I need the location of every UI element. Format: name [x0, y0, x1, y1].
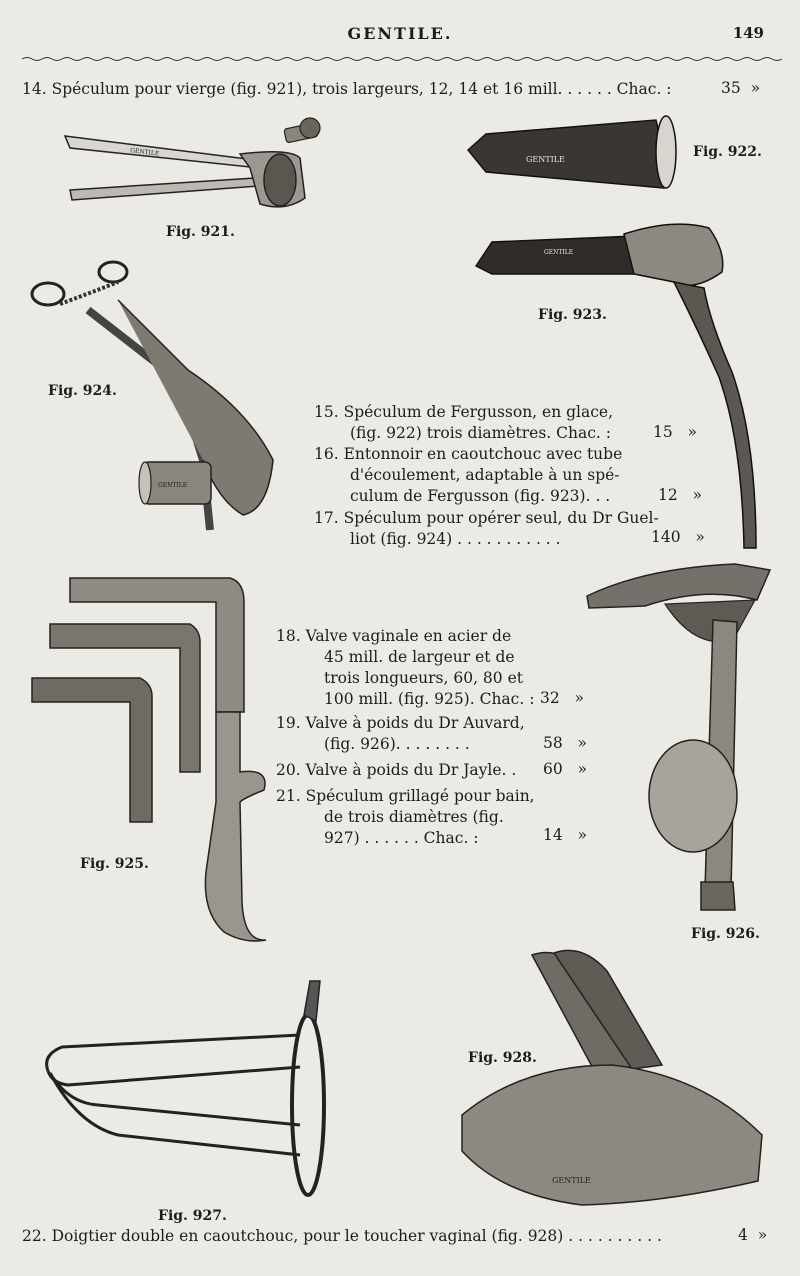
- item-description-line: Spéculum pour opérer seul, du Dr Guel-: [343, 509, 659, 527]
- item-number: 14.: [22, 80, 47, 98]
- price-mark: »: [757, 1226, 768, 1244]
- item-number: 21.: [276, 787, 301, 805]
- item-21-price: [543, 826, 587, 844]
- price-mark: »: [695, 528, 705, 546]
- page-number: 149: [732, 24, 764, 42]
- item-description-line: culum de Fergusson (fig. 923). . .: [350, 487, 611, 505]
- price-value: 58: [543, 734, 563, 752]
- item-description: Spéculum pour vierge (fig. 921), trois largeurs, 12, 14 et 16 mill. . . . . . Chac. :: [51, 80, 672, 98]
- price-mark: »: [687, 423, 697, 441]
- fig-927-caption: Fig. 927.: [158, 1208, 227, 1224]
- engraved-brand-mark: GENTILE: [526, 155, 565, 164]
- item-number: 17.: [314, 509, 339, 527]
- item-18-price: [540, 689, 584, 707]
- fig-923-funnel-tube-illustration: [474, 212, 764, 552]
- item-description-line: (fig. 926). . . . . . . .: [324, 735, 470, 753]
- item-description-line: Entonnoir en caoutchouc avec tube: [343, 445, 623, 463]
- engraved-brand-mark: GENTILE: [129, 147, 160, 158]
- page-header-title: GENTILE.: [347, 24, 453, 43]
- item-number: 15.: [314, 403, 339, 421]
- item-14-price: [721, 79, 760, 97]
- price-value: 12: [658, 486, 678, 504]
- item-description-line: (fig. 922) trois diamètres. Chac. :: [350, 424, 611, 442]
- price-value: 60: [543, 760, 563, 778]
- fig-927-bath-speculum-illustration: [38, 975, 328, 1203]
- price-mark: »: [577, 826, 587, 844]
- price-mark: »: [574, 689, 584, 707]
- fig-922-caption: Fig. 922.: [693, 144, 762, 160]
- price-mark: »: [750, 79, 761, 97]
- item-description-line: 45 mill. de largeur et de: [324, 648, 515, 666]
- fig-924-caption: Fig. 924.: [48, 383, 117, 399]
- price-value: 15: [653, 423, 673, 441]
- price-value: 140: [651, 528, 681, 546]
- item-description-line: 927) . . . . . . Chac. :: [324, 829, 479, 847]
- catalog-item-14: [22, 79, 672, 100]
- price-value: 35: [721, 79, 741, 97]
- item-description-line: Valve à poids du Dr Jayle. .: [305, 761, 517, 779]
- item-description-line: Valve vaginale en acier de: [305, 627, 512, 645]
- item-description-line: Spéculum grillagé pour bain,: [305, 787, 535, 805]
- fig-926-auvard-valve-illustration: [585, 560, 775, 920]
- fig-925-vaginal-valves-illustration: [30, 572, 280, 947]
- header-rule: [22, 56, 782, 62]
- item-description-line: de trois diamètres (fig.: [324, 808, 504, 826]
- price-value: 32: [540, 689, 560, 707]
- catalog-item-20: [276, 760, 516, 781]
- fig-926-caption: Fig. 926.: [691, 926, 760, 942]
- catalog-item-21: [276, 786, 535, 849]
- item-number: 16.: [314, 445, 339, 463]
- engraved-brand-mark: GENTILE: [544, 249, 574, 256]
- item-description: Doigtier double en caoutchouc, pour le toucher vaginal (fig. 928) . . . . . . . . . .: [51, 1227, 662, 1245]
- fig-928-caption: Fig. 928.: [468, 1050, 537, 1066]
- price-mark: »: [692, 486, 702, 504]
- fig-928-finger-cot-illustration: [462, 945, 772, 1215]
- item-20-price: [543, 760, 587, 778]
- price-mark: »: [577, 734, 587, 752]
- fig-923-caption: Fig. 923.: [538, 307, 607, 323]
- engraved-brand-mark: GENTILE: [552, 1176, 591, 1185]
- fig-924-guelliot-speculum-illustration: [28, 260, 283, 540]
- item-description-line: trois longueurs, 60, 80 et: [324, 669, 523, 687]
- catalog-item-19: [276, 713, 525, 755]
- item-description-line: Valve à poids du Dr Auvard,: [305, 714, 525, 732]
- item-number: 20.: [276, 761, 301, 779]
- price-value: 4: [738, 1226, 748, 1244]
- item-number: 18.: [276, 627, 301, 645]
- fig-921-speculum-illustration: [60, 108, 330, 218]
- price-mark: »: [577, 760, 587, 778]
- item-description-line: liot (fig. 924) . . . . . . . . . . .: [350, 530, 561, 548]
- item-description-line: d'écoulement, adaptable à un spé-: [350, 466, 620, 484]
- fig-921-caption: Fig. 921.: [166, 224, 235, 240]
- catalog-item-18: [276, 626, 534, 710]
- price-value: 14: [543, 826, 563, 844]
- item-description-line: 100 mill. (fig. 925). Chac. :: [324, 690, 535, 708]
- item-22-price: [738, 1226, 767, 1244]
- fig-922-fergusson-speculum-illustration: [466, 110, 686, 196]
- fig-925-caption: Fig. 925.: [80, 856, 149, 872]
- item-number: 19.: [276, 714, 301, 732]
- item-19-price: [543, 734, 587, 752]
- item-description-line: Spéculum de Fergusson, en glace,: [343, 403, 614, 421]
- item-number: 22.: [22, 1227, 47, 1245]
- catalog-item-22: [22, 1226, 662, 1247]
- engraved-brand-mark: GENTILE: [158, 482, 188, 489]
